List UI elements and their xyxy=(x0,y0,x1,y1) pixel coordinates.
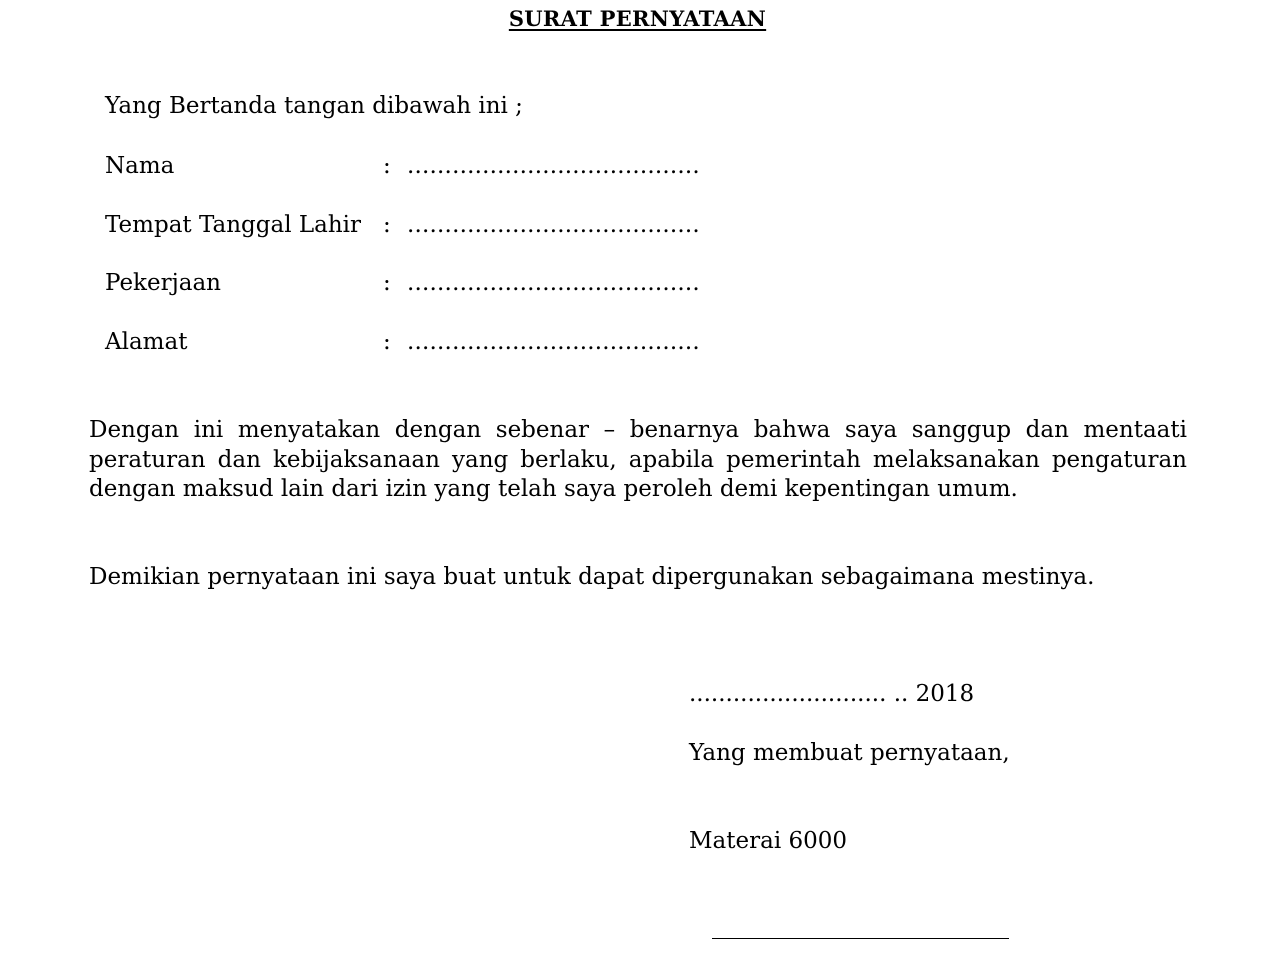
signature-date-line: ........................... .. 2018 xyxy=(689,681,975,707)
signature-line xyxy=(712,938,1009,939)
stamp-label: Materai 6000 xyxy=(689,828,848,854)
field-label: Nama xyxy=(105,153,175,179)
closing-paragraph: Demikian pernyataan ini saya buat untuk dapat dipergunakan sebagaimana mestinya. xyxy=(89,564,1095,590)
field-label: Tempat Tanggal Lahir xyxy=(105,212,362,238)
field-colon: : xyxy=(383,153,391,179)
field-colon: : xyxy=(383,270,391,296)
field-value-dots: ....................................... xyxy=(407,153,700,179)
field-colon: : xyxy=(383,329,391,355)
signature-maker-label: Yang membuat pernyataan, xyxy=(689,740,1010,766)
field-value-dots: ....................................... xyxy=(407,329,700,355)
field-value-dots: ....................................... xyxy=(407,212,700,238)
intro-text: Yang Bertanda tangan dibawah ini ; xyxy=(105,93,523,119)
document-title: SURAT PERNYATAAN xyxy=(508,6,767,31)
field-colon: : xyxy=(383,212,391,238)
field-value-dots: ....................................... xyxy=(407,270,700,296)
field-label: Alamat xyxy=(105,329,188,355)
field-label: Pekerjaan xyxy=(105,270,221,296)
statement-paragraph: Dengan ini menyatakan dengan sebenar – benarnya bahwa saya sanggup dan mentaati peraturan dan kebijaksanaan yang berlaku, apabila pemerintah melaksanakan pengaturan dengan maksud lain dari izin yang telah saya peroleh demi kepentingan umum. xyxy=(89,417,1187,502)
